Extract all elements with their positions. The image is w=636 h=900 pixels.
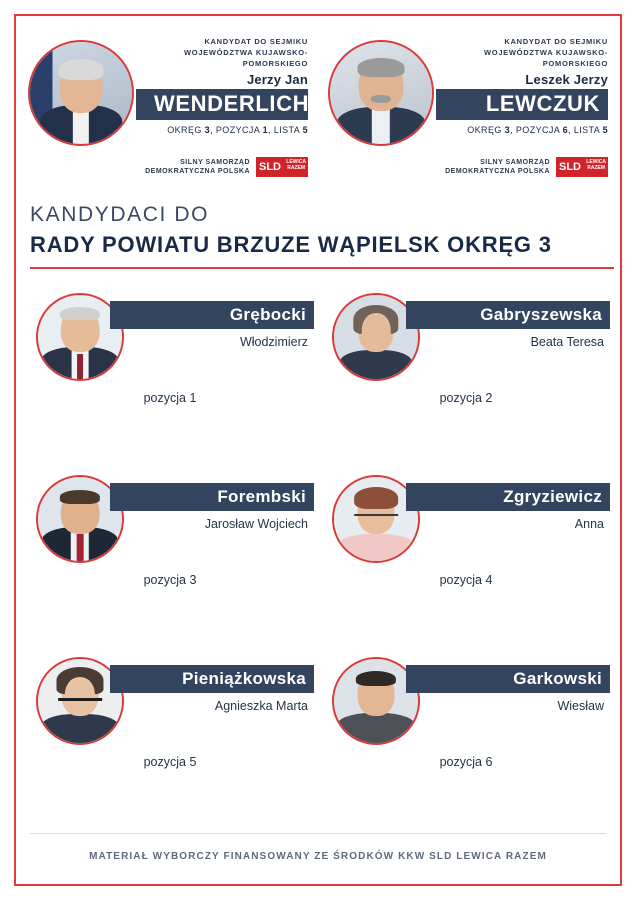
- sld-slogan-line2: DEMOKRATYCZNA POLSKA: [145, 168, 250, 175]
- okreg-value: 3: [504, 125, 511, 135]
- lista-value: 5: [302, 125, 308, 135]
- candidate-first-name: Wiesław: [557, 699, 604, 713]
- candidate-info: [406, 483, 610, 531]
- candidate-item: [22, 657, 318, 839]
- sld-slogan: [145, 158, 250, 176]
- sejmik-first-name: Jerzy Jan: [246, 72, 308, 87]
- sejmik-candidate-card: [328, 32, 608, 177]
- pozycja-value: 6: [562, 125, 569, 135]
- lista-label: LISTA: [273, 125, 300, 135]
- sld-logo: [556, 157, 608, 177]
- okreg-label: OKRĘG: [167, 125, 202, 135]
- candidate-first-name: Anna: [574, 517, 604, 531]
- candidate-position: pozycja 3: [143, 573, 197, 587]
- candidate-item: [318, 657, 614, 839]
- candidate-position: pozycja 1: [143, 391, 197, 405]
- candidates-grid: [22, 293, 614, 839]
- photo-top: [340, 350, 412, 379]
- candidate-item: [22, 475, 318, 657]
- photo-hair: [59, 59, 104, 79]
- candidate-item: [318, 475, 614, 657]
- lista-value: 5: [602, 125, 608, 135]
- sejmik-candidate-text: [436, 36, 608, 135]
- sejmik-surname: WENDERLICH: [136, 89, 308, 120]
- poster-title: [22, 203, 614, 269]
- sejmik-kandydat-line1: KANDYDAT DO SEJMIKU: [204, 37, 308, 46]
- sld-logo-sub1: LEWICA: [586, 159, 606, 165]
- candidate-info: [110, 301, 314, 349]
- candidate-surname: Forembski: [110, 483, 314, 511]
- candidate-surname: Grębocki: [110, 301, 314, 329]
- candidate-surname: Pieniążkowska: [110, 665, 314, 693]
- candidate-photo-wenderlich: [28, 40, 134, 146]
- sejmik-first-name: Leszek Jerzy: [525, 72, 608, 87]
- sld-block: [445, 157, 608, 177]
- photo-shirt: [372, 109, 390, 144]
- sld-logo-text: SLD: [559, 161, 581, 173]
- sld-logo-sub1: LEWICA: [286, 159, 306, 165]
- candidate-item: [318, 293, 614, 475]
- candidate-surname: Zgryziewicz: [406, 483, 610, 511]
- sejmik-candidates-row: [22, 22, 614, 177]
- lista-label: LISTA: [573, 125, 600, 135]
- pozycja-label: POZYCJA: [215, 125, 260, 135]
- photo-tie: [77, 534, 84, 561]
- photo-top: [337, 713, 416, 743]
- sejmik-okreg-line: OKRĘG 3, POZYCJA 1, LISTA 5: [167, 125, 308, 135]
- candidate-info: [406, 301, 610, 349]
- okreg-label: OKRĘG: [467, 125, 502, 135]
- sld-logo-sub: [286, 159, 306, 171]
- sld-logo: [256, 157, 308, 177]
- sld-logo-text: SLD: [259, 161, 281, 173]
- sld-block: [145, 157, 308, 177]
- sld-slogan-line2: DEMOKRATYCZNA POLSKA: [445, 168, 550, 175]
- photo-tie: [77, 354, 83, 379]
- photo-hair: [358, 58, 405, 76]
- candidate-item: [22, 293, 318, 475]
- photo-hair: [60, 490, 100, 503]
- candidate-photo-lewczuk: [328, 40, 434, 146]
- photo-glasses: [58, 698, 102, 701]
- candidate-surname: Gabryszewska: [406, 301, 610, 329]
- candidate-position: pozycja 6: [439, 755, 493, 769]
- sld-logo-sub2: RAZEM: [287, 165, 306, 171]
- photo-top: [338, 534, 414, 561]
- sejmik-candidate-text: [136, 36, 308, 135]
- footer-disclaimer: MATERIAŁ WYBORCZY FINANSOWANY ZE ŚRODKÓW KKW SLD LEWICA RAZEM: [89, 851, 547, 862]
- candidate-first-name: Agnieszka Marta: [214, 699, 308, 713]
- sejmik-surname: LEWCZUK: [436, 89, 608, 120]
- sejmik-candidate-card: [28, 32, 308, 177]
- footer-divider: [30, 833, 606, 834]
- sejmik-kandydat-line2: WOJEWÓDZTWA KUJAWSKO-POMORSKIEGO: [484, 48, 608, 68]
- sld-logo-sub2: RAZEM: [587, 165, 606, 171]
- photo-top: [41, 714, 118, 743]
- sld-slogan-line1: SILNY SAMORZĄD: [480, 159, 550, 166]
- title-divider: [30, 267, 614, 269]
- okreg-value: 3: [204, 125, 211, 135]
- candidate-first-name: Włodzimierz: [239, 335, 308, 349]
- photo-face-front: [362, 313, 391, 348]
- candidate-info: [110, 665, 314, 713]
- photo-hair: [60, 307, 100, 320]
- sld-slogan: [445, 158, 550, 176]
- sejmik-kandydat-line2: WOJEWÓDZTWA KUJAWSKO-POMORSKIEGO: [184, 48, 308, 68]
- page-title-line2: RADY POWIATU BRZUZE WĄPIELSK OKRĘG 3: [30, 232, 552, 257]
- poster-content: [22, 22, 614, 878]
- candidate-position: pozycja 5: [143, 755, 197, 769]
- candidate-surname: Garkowski: [406, 665, 610, 693]
- pozycja-label: POZYCJA: [515, 125, 560, 135]
- page-title-line1: KANDYDACI DO: [30, 203, 210, 226]
- photo-moustache: [371, 95, 391, 103]
- pozycja-value: 1: [262, 125, 269, 135]
- candidate-first-name: Jarosław Wojciech: [204, 517, 308, 531]
- candidate-position: pozycja 2: [439, 391, 493, 405]
- candidate-info: [110, 483, 314, 531]
- sejmik-kandydat-line1: KANDYDAT DO SEJMIKU: [504, 37, 608, 46]
- photo-hair: [356, 671, 396, 686]
- candidate-position: pozycja 4: [439, 573, 493, 587]
- candidate-first-name: Beata Teresa: [530, 335, 604, 349]
- photo-face-front: [65, 677, 95, 712]
- photo-hair: [354, 487, 398, 509]
- sejmik-okreg-line: OKRĘG 3, POZYCJA 6, LISTA 5: [467, 125, 608, 135]
- candidate-info: [406, 665, 610, 713]
- sld-logo-sub: [586, 159, 606, 171]
- photo-glasses: [354, 514, 398, 516]
- sld-slogan-line1: SILNY SAMORZĄD: [180, 159, 250, 166]
